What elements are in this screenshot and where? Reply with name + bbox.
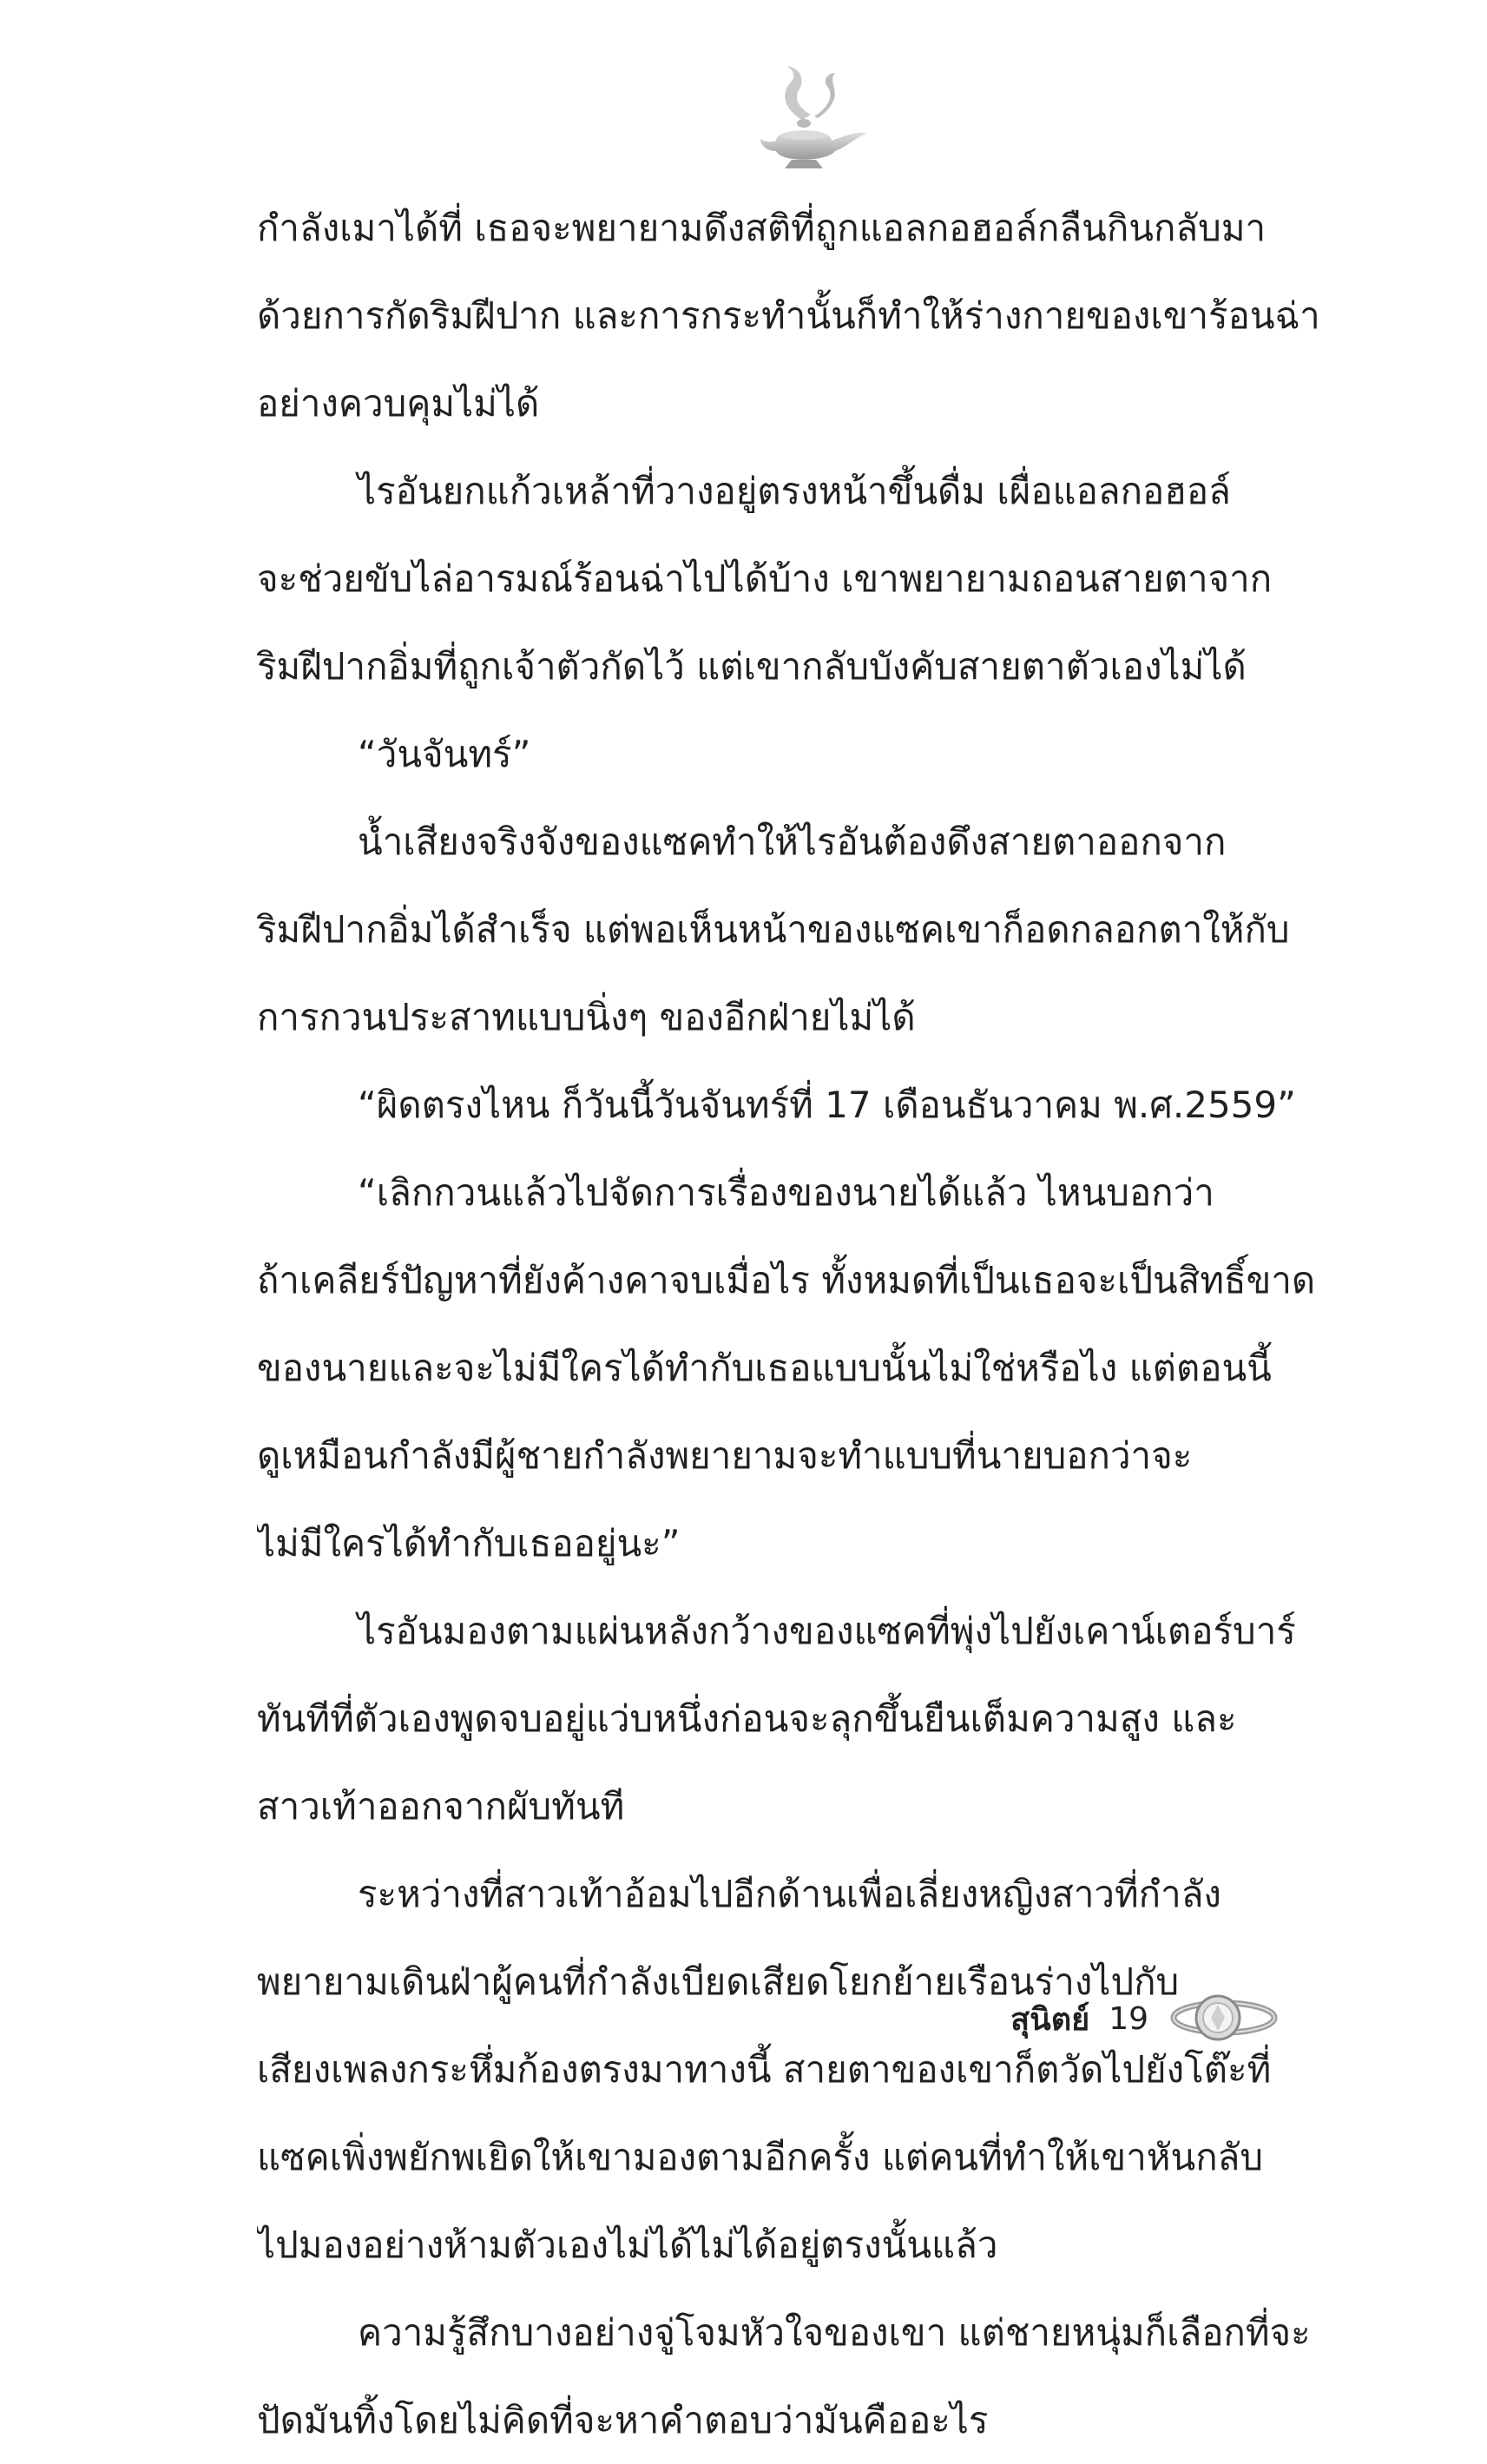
- diamond-ring-icon: [1168, 1988, 1280, 2049]
- chapter-text: [257, 184, 1347, 2464]
- text-line: ความรู้สึกบางอย่างจู่โจมหัวใจของเขา แต่ชายหนุ่มก็เลือกที่จะ: [358, 2311, 1311, 2354]
- text-line: สาวเท้าออกจากผับทันที: [257, 1785, 625, 1828]
- genie-lamp-icon: [741, 61, 872, 191]
- text-line: อย่างควบคุมไม่ได้: [257, 382, 540, 425]
- text-line: ไม่มีใครได้ทำกับเธออยู่นะ”: [257, 1522, 681, 1565]
- text-line: กำลังเมาได้ที่ เธอจะพยายามดึงสติที่ถูกแอลกอฮอล์กลืนกินกลับมา: [257, 207, 1267, 249]
- text-line: พยายามเดินฝ่าผู้คนที่กำลังเบียดเสียดโยกย้ายเรือนร่างไปกับ: [257, 1960, 1180, 2003]
- text-line: จะช่วยขับไล่อารมณ์ร้อนฉ่าไปได้บ้าง เขาพยายามถอนสายตาจาก: [257, 557, 1273, 600]
- text-line: น้ำเสียงจริงจังของแซคทำให้ไรอันต้องดึงสายตาออกจาก: [358, 820, 1227, 863]
- text-line: การกวนประสาทแบบนิ่งๆ ของอีกฝ่ายไม่ได้: [257, 996, 916, 1038]
- text-line: ดูเหมือนกำลังมีผู้ชายกำลังพยายามจะทำแบบที่นายบอกว่าจะ: [257, 1434, 1193, 1477]
- text-line: “เลิกกวนแล้วไปจัดการเรื่องของนายได้แล้ว ไหนบอกว่า: [358, 1171, 1214, 1214]
- text-line: ไรอันยกแก้วเหล้าที่วางอยู่ตรงหน้าขึ้นดื่ม เผื่อแอลกอฮอล์: [358, 470, 1231, 512]
- text-line: เสียงเพลงกระหึ่มก้องตรงมาทางนี้ สายตาของเขาก็ตวัดไปยังโต๊ะที่: [257, 2048, 1272, 2091]
- text-line: ริมฝีปากอิ่มที่ถูกเจ้าตัวกัดไว้ แต่เขากลับบังคับสายตาตัวเองไม่ได้: [257, 645, 1247, 688]
- text-line: ไรอันมองตามแผ่นหลังกว้างของแซคที่พุ่งไปยังเคาน์เตอร์บาร์: [358, 1610, 1296, 1652]
- text-line: ของนายและจะไม่มีใครได้ทำกับเธอแบบนั้นไม่ใช่หรือไง แต่ตอนนี้: [257, 1347, 1272, 1389]
- page-number: 19: [1109, 2000, 1148, 2037]
- text-line: ถ้าเคลียร์ปัญหาที่ยังค้างคาจบเมื่อไร ทั้งหมดที่เป็นเธอจะเป็นสิทธิ์ขาด: [257, 1259, 1316, 1301]
- text-line: แซคเพิ่งพยักพเยิดให้เขามองตามอีกครั้ง แต่คนที่ทำให้เขาหันกลับ: [257, 2136, 1264, 2178]
- running-title: สุนิตย์: [1010, 2001, 1090, 2038]
- page-footer: [1010, 1984, 1280, 2053]
- text-line: ระหว่างที่สาวเท้าอ้อมไปอีกด้านเพื่อเลี่ยงหญิงสาวที่กำลัง: [358, 1873, 1221, 1915]
- text-line: ปัดมันทิ้งโดยไม่คิดที่จะหาคำตอบว่ามันคืออะไร: [257, 2399, 989, 2441]
- text-line: ริมฝีปากอิ่มได้สำเร็จ แต่พอเห็นหน้าของแซคเขาก็อดกลอกตาให้กับ: [257, 908, 1290, 951]
- text-line: ด้วยการกัดริมฝีปาก และการกระทำนั้นก็ทำให้ร่างกายของเขาร้อนฉ่า: [257, 294, 1320, 337]
- text-line: ทันทีที่ตัวเองพูดจบอยู่แว่บหนึ่งก่อนจะลุกขึ้นยืนเต็มความสูง และ: [257, 1697, 1237, 1740]
- text-line: “วันจันทร์”: [358, 733, 531, 775]
- text-line: ไปมองอย่างห้ามตัวเองไม่ได้ไม่ได้อยู่ตรงนั้นแล้ว: [257, 2224, 998, 2266]
- text-line: “ผิดตรงไหน ก็วันนี้วันจันทร์ที่ 17 เดือนธันวาคม พ.ศ.2559”: [358, 1084, 1296, 1126]
